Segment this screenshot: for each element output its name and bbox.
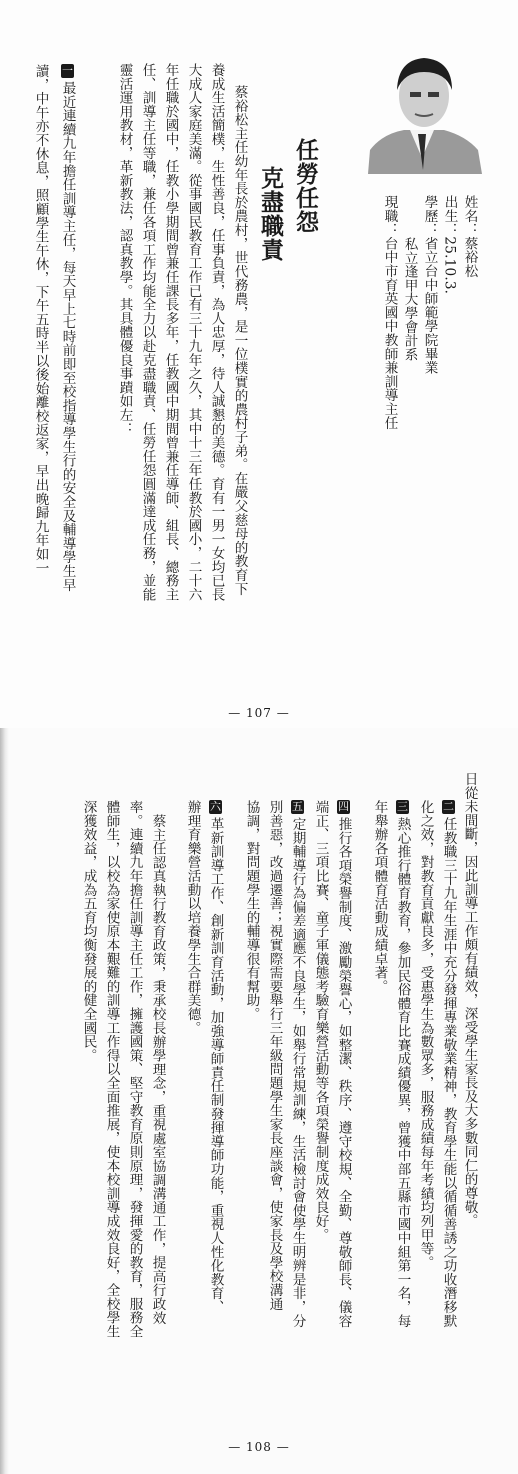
item-number-badge: 六: [210, 800, 221, 813]
item-4-line-1: 推行各項榮譽制度、激勵榮譽心，如整潔、秩序、遵守校規、全勤、尊敬師長、儀容: [335, 817, 352, 1328]
body-line-3: 大成人家庭美滿。從事國民教育工作已有三十九年之久，其中十三年任教於國小，二十六: [185, 63, 202, 602]
item-2-line-1: 任教職三十九年生涯中充分發揮專業敬業精神，教育學生能以循循善誘之功收潛移默: [440, 817, 457, 1328]
item-number-badge: 二: [443, 800, 454, 813]
body-line-2: 養成生活簡樸，生性善良，任事負責，為人忠厚，待人誠懇的美德。育有一男一女均已長: [208, 63, 225, 602]
item-number-badge: 一: [62, 64, 73, 77]
item-5-line-2: 別善惡，改過遷善；視實際需要舉行三年級問題學生家長座談會，使家長及學校溝通: [266, 800, 283, 1311]
author-portrait-photo: [360, 38, 486, 174]
closing-line-2: 率。連續九年擔任訓導主任工作，擁護國策、堅守教育原則原理，發揮愛的教育，服務全: [126, 800, 143, 1339]
page-108: [0, 728, 518, 1474]
item-6-line-2: 辦理育樂營活動以培養學生合群美德。: [184, 800, 201, 1035]
item-5-line-3: 協調，對問題學生的輔導很有幫助。: [243, 800, 260, 1021]
item-1-line-1: 最近連續九年擔任訓導主任，每天早上七時前即至校指導學生行的安全及輔導學生早: [59, 81, 76, 592]
item-1-line-2: 讀，中午亦不休息，照顧學生午休，下午五時半以後始離校返家，早出晚歸九年如一: [32, 64, 49, 575]
item-3-line-1: 熱心推行體育教育，參加民俗體育比賽成績優異，曾獲中部五縣市國中組第一名，每: [394, 817, 411, 1328]
item-3-line-2: 年舉辦各項體育活動成績卓著。: [371, 800, 388, 994]
article-title-line-1: 任勞任怨: [292, 138, 319, 234]
scan-edge-shadow: [0, 728, 9, 1474]
profile-position: 現職：台中市育英國中教師兼訓導主任: [381, 195, 398, 430]
body-line-4: 年任職於國中，任教小學期間曾兼任課長多年，任教國中期間曾兼任導師、組長、總務主: [162, 63, 179, 602]
item-6-line-1: 革新訓導工作、創新訓育活動，加強導師責任制發揮導師功能，重視人性化教育、: [207, 817, 224, 1314]
page-107: [0, 0, 518, 728]
profile-name: 姓名：蔡裕松: [461, 195, 478, 278]
article-title-line-2: 克盡職責: [257, 166, 284, 262]
item-2-line-2: 化之效，對教育貢獻良多，受惠學生為數眾多，服務成績每年考績均列甲等。: [417, 800, 434, 1270]
item-1-continued: 日從未間斷，因此訓導工作頗有績效，深受學生家長及大多數同仁的尊敬。: [461, 772, 478, 1228]
profile-education-1: 學歷：省立台中師範學院畢業: [421, 195, 438, 375]
closing-line-1: 蔡主任認真執行教育政策，秉承校長辦學理念，重視處室協調溝通工作，提高行政效: [149, 814, 166, 1325]
item-5-line-1: 定期輔導行為偏差適應不良學生，如舉行常規訓練，生活檢討會使學生明辨是非，分: [289, 817, 306, 1328]
item-4-line-2: 端正、三項比賽、童子軍儀態考驗育樂營活動等各項榮譽制度成效良好。: [312, 800, 329, 1242]
body-line-1: 蔡裕松主任幼年長於農村，世代務農，是一位樸實的農村子弟。在嚴父慈母的教育下: [231, 85, 248, 596]
item-number-badge: 三: [397, 800, 408, 813]
body-line-6: 靈活運用教材，革新教法，認真教學。其具體優良事蹟如左：: [116, 63, 133, 436]
closing-line-4: 深獲效益，成為五育均衡發展的健全國民。: [80, 800, 97, 1063]
item-number-badge: 五: [292, 800, 303, 813]
profile-birth: 出生：25.10.3.: [441, 195, 458, 295]
closing-line-3: 體師生，以校為家使原本艱難的訓導工作得以全面推展，使本校訓導成效良好，全校學生: [103, 800, 120, 1339]
profile-education-2: 私立逢甲大學會計系: [401, 237, 418, 362]
page-number: — 108 —: [228, 1440, 290, 1454]
item-number-badge: 四: [338, 800, 349, 813]
page-number: — 107 —: [228, 706, 290, 720]
body-line-5: 任、訓導主任等職，兼任各項工作均能全力以赴克盡職責、任勞任怨圓滿達成任務，並能: [139, 63, 156, 602]
